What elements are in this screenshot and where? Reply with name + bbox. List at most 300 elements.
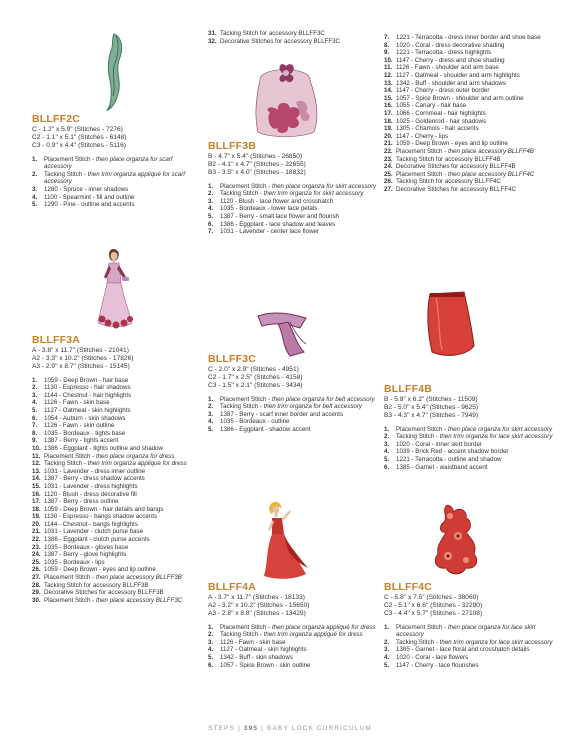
step-item	[208, 631, 378, 639]
step-item	[32, 521, 202, 529]
step-number: 3.	[32, 391, 38, 399]
step-instruction: 1342 - Buff - skin shadows	[220, 653, 293, 661]
step-instruction: 1385 - Garnet - waistband accent	[396, 463, 488, 471]
step-item	[32, 506, 202, 514]
step-text	[220, 646, 378, 654]
step-instruction: 1147 - Cherry - dress outer border	[396, 87, 490, 95]
step-number: 29.	[32, 589, 41, 597]
step-text	[396, 156, 559, 164]
step-number: 1.	[384, 425, 390, 433]
step-number: 27.	[32, 574, 41, 582]
step-text	[44, 171, 197, 186]
step-number: 6.	[208, 661, 214, 669]
step-item	[384, 448, 559, 456]
step-item	[384, 171, 559, 179]
step-number: 8.	[384, 41, 390, 49]
step-italic-note: then place organza for dress	[95, 452, 175, 460]
step-number: 5.	[208, 425, 214, 433]
step-item	[32, 194, 197, 202]
step-item	[32, 589, 202, 597]
step-number: 1.	[208, 623, 214, 631]
step-number: 10.	[32, 444, 41, 452]
step-text	[44, 582, 202, 590]
step-item	[32, 453, 202, 461]
size-line: B - 5.8" x 6.2" (Stitches - 11509)	[384, 396, 478, 403]
step-item	[384, 118, 559, 126]
step-italic-note: then trim organza for lace skirt accessory	[439, 433, 553, 441]
step-item	[384, 125, 559, 133]
step-text	[44, 156, 197, 171]
step-number: 3.	[32, 185, 38, 193]
step-item	[32, 475, 202, 483]
size-list	[208, 153, 378, 178]
step-number: 20.	[32, 520, 41, 528]
step-item	[384, 72, 559, 80]
step-item	[32, 430, 202, 438]
size-line: B2 - 4.1" x 4.7" (Stitches - 22655)	[208, 161, 306, 169]
step-item	[32, 415, 202, 423]
step-number: 9.	[384, 49, 390, 57]
step-number: 2.	[208, 190, 214, 198]
step-number: 7.	[384, 34, 390, 41]
step-italic-note: then place organza for skirt accessory	[271, 182, 377, 190]
size-line: A3 - 2.9" x 8.7" (Stitches - 15145)	[32, 363, 130, 371]
step-item	[32, 498, 202, 506]
step-instruction: 1386 - Eggplant - tights outline and shadow	[44, 444, 164, 452]
step-instruction: Tacking Stitch -	[44, 170, 88, 178]
step-instruction: 1290 - Pine - outline and accents	[44, 201, 135, 209]
step-text	[396, 110, 559, 118]
step-text	[396, 441, 559, 449]
step-instruction: Tacking Stitch -	[396, 638, 440, 646]
step-number: 26.	[384, 178, 393, 186]
step-text	[396, 178, 559, 186]
step-item	[384, 441, 559, 449]
step-text	[44, 566, 202, 574]
size-line: C3 - 1.5" x 2.1" (Stitches - 3434)	[208, 382, 303, 390]
step-number: 3.	[384, 646, 390, 654]
step-item	[208, 426, 378, 434]
step-item	[32, 559, 202, 567]
step-instruction: Placement Stitch -	[220, 182, 272, 190]
step-number: 21.	[32, 528, 41, 536]
step-list	[208, 396, 378, 434]
step-text	[396, 118, 559, 126]
step-text	[44, 544, 202, 552]
step-instruction: 1387 - Berry - dress shadow accents	[44, 475, 145, 483]
step-number: 2.	[32, 170, 38, 178]
step-number: 4.	[32, 193, 38, 201]
step-number: 1.	[208, 182, 214, 190]
step-number: 4.	[32, 399, 38, 407]
step-instruction: Tacking Stitch for accessory BLLFF3C	[220, 30, 325, 37]
step-item	[384, 95, 559, 103]
design-bllff3a	[32, 334, 202, 604]
step-text	[44, 437, 202, 445]
step-number: 3.	[208, 197, 214, 205]
step-item	[384, 80, 559, 88]
step-item	[208, 213, 378, 221]
step-number: 24.	[384, 163, 393, 171]
step-text	[44, 415, 202, 423]
step-instruction: 1387 - Berry - small lace flower and flourish	[220, 212, 339, 220]
step-number: 24.	[32, 551, 41, 559]
step-italic-note: then place organza appliqué for dress	[271, 623, 376, 631]
step-instruction: 1035 - Bordeaux - lips	[44, 558, 105, 566]
step-text	[44, 491, 202, 499]
step-number: 30.	[32, 596, 41, 604]
step-instruction: 1100 - Spearmint - fill and outline	[44, 193, 135, 201]
design-title: BLLFF3C	[208, 353, 257, 365]
step-item	[384, 654, 559, 662]
step-number: 21.	[384, 140, 393, 148]
design-bllff3b	[208, 140, 378, 236]
step-italic-note: then place organza for scarf accessory	[44, 155, 173, 171]
step-instruction: Placement Stitch -	[220, 623, 272, 631]
step-item	[384, 163, 559, 171]
step-item	[208, 183, 378, 191]
step-text	[44, 453, 202, 461]
step-text	[220, 631, 378, 639]
size-line: A - 3.8" x 11.7" (Stitches - 21041)	[32, 347, 129, 354]
step-number: 1.	[32, 155, 38, 163]
size-list	[32, 347, 202, 372]
step-number: 18.	[384, 117, 393, 125]
step-number: 15.	[32, 482, 41, 490]
step-item	[208, 205, 378, 213]
size-line: C - 5.8" x 7.5" (Stitches - 38060)	[384, 594, 479, 601]
step-text	[396, 133, 559, 141]
step-item	[208, 418, 378, 426]
step-item	[32, 544, 202, 552]
step-number: 12.	[32, 460, 41, 468]
size-list	[208, 366, 378, 391]
design-bllff4b	[384, 383, 559, 471]
step-text	[220, 403, 378, 411]
step-text	[220, 654, 378, 662]
step-instruction: 1031 - Lavender - center lace flower	[220, 228, 320, 236]
step-text	[44, 574, 202, 582]
step-item	[32, 392, 202, 400]
size-line: A2 - 3.2" x 10.2" (Stitches - 15650)	[208, 602, 310, 610]
step-italic-note: then place accessory BLLFF3C	[95, 596, 183, 604]
step-text	[44, 589, 202, 597]
step-instruction: Placement Stitch -	[44, 574, 96, 582]
step-text	[396, 42, 559, 50]
step-number: 7.	[32, 422, 38, 430]
step-item	[384, 646, 559, 654]
step-item	[32, 536, 202, 544]
step-text	[220, 221, 378, 229]
step-instruction: 1031 - Lavender - dress highlights	[44, 482, 138, 490]
size-list	[208, 594, 378, 619]
step-instruction: 1147 - Cherry - dress and shoe shading	[396, 56, 505, 64]
step-number: 5.	[208, 212, 214, 220]
step-instruction: Placement Stitch -	[396, 623, 448, 631]
step-instruction: 1387 - Berry - scarf inner border and accents	[220, 410, 344, 418]
woman-red-dress-illustration	[260, 500, 312, 582]
step-italic-note: then trim organza for lace skirt accessory	[439, 638, 553, 646]
step-text	[44, 506, 202, 514]
step-number: 28.	[32, 581, 41, 589]
step-instruction: Placement Stitch -	[396, 425, 448, 433]
step-text	[220, 38, 378, 46]
size-line: C - 1.2" x 5.9" (Stitches - 7276)	[32, 126, 123, 133]
step-item	[384, 34, 559, 42]
step-item	[384, 64, 559, 72]
design-bllff4a	[208, 581, 378, 669]
step-instruction: 1221 - Terracotta - dress inner border and shoe base	[396, 34, 541, 41]
step-number: 1.	[32, 376, 38, 384]
step-text	[220, 624, 378, 632]
size-line: A - 3.7" x 11.7" (Stitches - 18133)	[208, 594, 305, 601]
step-item	[32, 513, 202, 521]
step-number: 32.	[208, 37, 217, 45]
step-item	[208, 38, 378, 46]
step-instruction: 1130 - Espresso - hair shadows	[44, 384, 131, 392]
step-text	[220, 213, 378, 221]
step-item	[384, 456, 559, 464]
step-instruction: Tacking Stitch -	[220, 190, 264, 198]
size-line: A3 - 2.8" x 8.8" (Stitches - 13429)	[208, 610, 306, 618]
step-number: 9.	[32, 437, 38, 445]
size-list	[32, 126, 197, 151]
step-text	[396, 448, 559, 456]
step-number: 6.	[208, 220, 214, 228]
step-number: 5.	[384, 661, 390, 669]
step-italic-note: then trim organza appliqué for dress	[87, 460, 187, 468]
step-number: 22.	[384, 147, 393, 155]
step-text	[396, 148, 559, 156]
step-number: 7.	[208, 228, 214, 236]
step-text	[44, 384, 202, 392]
step-item	[384, 110, 559, 118]
step-number: 2.	[208, 631, 214, 639]
step-number: 13.	[384, 79, 393, 87]
step-italic-note: then trim organza appliqué for scarf accessory	[44, 170, 186, 186]
step-instruction: 1130 - Espresso - bangs shadow accents	[44, 513, 158, 521]
step-instruction: Tacking Stitch for accessory BLLFF4C	[396, 178, 501, 186]
step-instruction: 1387 - Berry - dress outline	[44, 498, 119, 506]
step-text	[44, 536, 202, 544]
step-number: 2.	[208, 403, 214, 411]
size-line: A2 - 3.3" x 10.2" (Stitches - 17826)	[32, 355, 134, 363]
step-instruction: 1031 - Lavender - clutch purse base	[44, 528, 144, 536]
size-list	[384, 396, 559, 421]
design-bllff3a-continued	[208, 30, 378, 45]
step-instruction: Placement Stitch -	[396, 147, 448, 155]
step-instruction: 1020 - Coral - lace flowers	[396, 653, 469, 661]
step-instruction: 1387 - Berry - tights accent	[44, 437, 119, 445]
step-number: 23.	[384, 155, 393, 163]
step-number: 1.	[208, 395, 214, 403]
step-text	[44, 399, 202, 407]
step-text	[220, 30, 378, 38]
step-text	[44, 186, 197, 194]
step-instruction: 1120 - Blush - lace flower and crosshatch	[220, 197, 334, 205]
design-bllff2c	[32, 113, 197, 209]
step-instruction: Tacking Stitch -	[44, 460, 88, 468]
step-instruction: 1342 - Buff - shoulder and arm shadows	[396, 79, 506, 87]
design-title: BLLFF2C	[32, 113, 81, 125]
footer-book-title: BABY LOCK CURRICULUM	[267, 725, 372, 732]
red-skirt-accessory-illustration	[424, 290, 476, 358]
step-instruction: Tacking Stitch -	[220, 403, 264, 411]
step-number: 25.	[32, 558, 41, 566]
step-list	[32, 156, 197, 209]
step-item	[32, 483, 202, 491]
step-text	[44, 430, 202, 438]
step-text	[44, 475, 202, 483]
step-text	[220, 396, 378, 404]
step-text	[396, 87, 559, 95]
step-number: 4.	[384, 653, 390, 661]
step-instruction: 1305 - Chamois - hair accents	[396, 125, 479, 133]
step-instruction: 1280 - Spruce - inner shadows	[44, 185, 129, 193]
step-item	[384, 140, 559, 148]
step-instruction: 1126 - Fawn - skin base	[44, 399, 110, 407]
step-number: 3.	[384, 440, 390, 448]
design-title: BLLFF3A	[32, 334, 81, 346]
step-item	[384, 464, 559, 472]
step-item	[208, 198, 378, 206]
step-list	[384, 624, 559, 670]
step-text	[396, 464, 559, 472]
step-item	[32, 582, 202, 590]
step-text	[220, 190, 378, 198]
step-instruction: 1059 - Deep Brown - eyes and lip outline	[44, 566, 156, 574]
step-item	[32, 422, 202, 430]
step-text	[220, 205, 378, 213]
step-instruction: 1057 - Spice Brown - skin outline	[220, 661, 311, 669]
step-instruction: 1386 - Eggplant - clutch purse accents	[44, 536, 150, 544]
step-italic-note: then trim organza for belt accessory	[263, 403, 363, 411]
step-number: 8.	[32, 429, 38, 437]
step-instruction: 1020 - Coral - dress decorative shading	[396, 41, 505, 49]
step-number: 2.	[384, 638, 390, 646]
step-item	[208, 662, 378, 670]
step-instruction: Placement Stitch -	[44, 155, 96, 163]
page-footer	[0, 725, 580, 732]
step-text	[220, 183, 378, 191]
step-item	[384, 639, 559, 647]
step-instruction: 1120 - Blush - dress decorative fill	[44, 490, 137, 498]
step-item	[32, 528, 202, 536]
step-instruction: 1066 - Cornmeal - hair highlights	[396, 109, 486, 117]
step-text	[220, 418, 378, 426]
step-number: 13.	[32, 467, 41, 475]
design-bllff4c	[384, 581, 559, 669]
step-instruction: 1147 - Cherry - lips	[396, 132, 449, 140]
step-number: 20.	[384, 132, 393, 140]
step-number: 22.	[32, 536, 41, 544]
step-text	[396, 49, 559, 57]
step-number: 19.	[384, 125, 393, 133]
size-line: B3 - 3.5" x 4.0" (Stitches - 18832)	[208, 169, 306, 177]
size-line: C2 - 5.1" x 6.6" (Stitches - 32290)	[384, 602, 483, 610]
step-item	[208, 30, 378, 38]
step-instruction: 1386 - Eggplant - shadow accent	[220, 425, 311, 433]
step-italic-note: then place organza for skirt accessory	[447, 425, 553, 433]
step-instruction: 1147 - Cherry - lace flourishes	[396, 661, 479, 669]
page-number: 395	[243, 725, 259, 732]
step-instruction: 1221 - Terracotta - outline and shadow	[396, 455, 502, 463]
step-list	[208, 624, 378, 670]
step-instruction: 1144 - Chestnut - bangs highlights	[44, 520, 138, 528]
design-title: BLLFF4A	[208, 581, 257, 593]
step-instruction: Placement Stitch -	[220, 395, 272, 403]
step-instruction: 1054 - Auburn - skin shadows	[44, 414, 126, 422]
step-number: 4.	[208, 418, 214, 426]
step-item	[208, 396, 378, 404]
step-instruction: Placement Stitch -	[44, 596, 96, 604]
step-item	[384, 433, 559, 441]
step-number: 25.	[384, 170, 393, 178]
step-text	[220, 426, 378, 434]
step-text	[396, 654, 559, 662]
step-item	[208, 654, 378, 662]
step-text	[44, 498, 202, 506]
size-line: C3 - 4.4" x 5.7" (Stitches - 27108)	[384, 610, 483, 618]
step-text	[396, 433, 559, 441]
step-instruction: 1385 - Garnet - lace floral and crosshatch details	[396, 646, 530, 654]
design-title: BLLFF4C	[384, 581, 433, 593]
step-instruction: Decorative Stitches for accessory BLLFF3B	[44, 589, 164, 597]
step-number: 3.	[208, 410, 214, 418]
step-number: 14.	[32, 475, 41, 483]
step-instruction: 1035 - Bordeaux - gloves base	[44, 543, 129, 551]
size-line: C2 - 1.7" x 2.5" (Stitches - 4158)	[208, 374, 303, 382]
step-instruction: Tacking Stitch for accessory BLLFF4B	[396, 155, 501, 163]
step-number: 10.	[384, 56, 393, 64]
size-line: C3 - 0.9" x 4.4" (Stitches - 5116)	[32, 142, 126, 150]
step-italic-note: then place accessory BLLFF4B	[447, 147, 534, 155]
step-number: 16.	[32, 490, 41, 498]
step-text	[396, 171, 559, 179]
step-item	[32, 597, 202, 605]
step-item	[384, 87, 559, 95]
step-instruction: Decorative Stitches for accessory BLLFF4B	[396, 163, 516, 171]
step-text	[396, 80, 559, 88]
step-item	[32, 399, 202, 407]
footer-separator: |	[261, 725, 265, 732]
step-item	[384, 178, 559, 186]
step-item	[384, 624, 559, 639]
step-item	[32, 551, 202, 559]
step-number: 23.	[32, 543, 41, 551]
step-italic-note: then place organza for lace skirt accessory	[396, 623, 536, 639]
step-list	[32, 377, 202, 605]
step-text	[220, 639, 378, 647]
step-text	[44, 483, 202, 491]
step-item	[32, 445, 202, 453]
step-item	[32, 468, 202, 476]
step-text	[44, 407, 202, 415]
step-number: 1.	[384, 623, 390, 631]
step-list	[384, 34, 559, 193]
step-text	[396, 125, 559, 133]
step-text	[44, 521, 202, 529]
step-text	[396, 102, 559, 110]
step-number: 5.	[32, 201, 38, 209]
step-list	[384, 426, 559, 472]
step-item	[32, 377, 202, 385]
step-item	[384, 133, 559, 141]
step-text	[396, 95, 559, 103]
step-item	[384, 156, 559, 164]
red-lace-skirt-accessory-illustration	[428, 502, 484, 578]
step-list	[208, 183, 378, 236]
